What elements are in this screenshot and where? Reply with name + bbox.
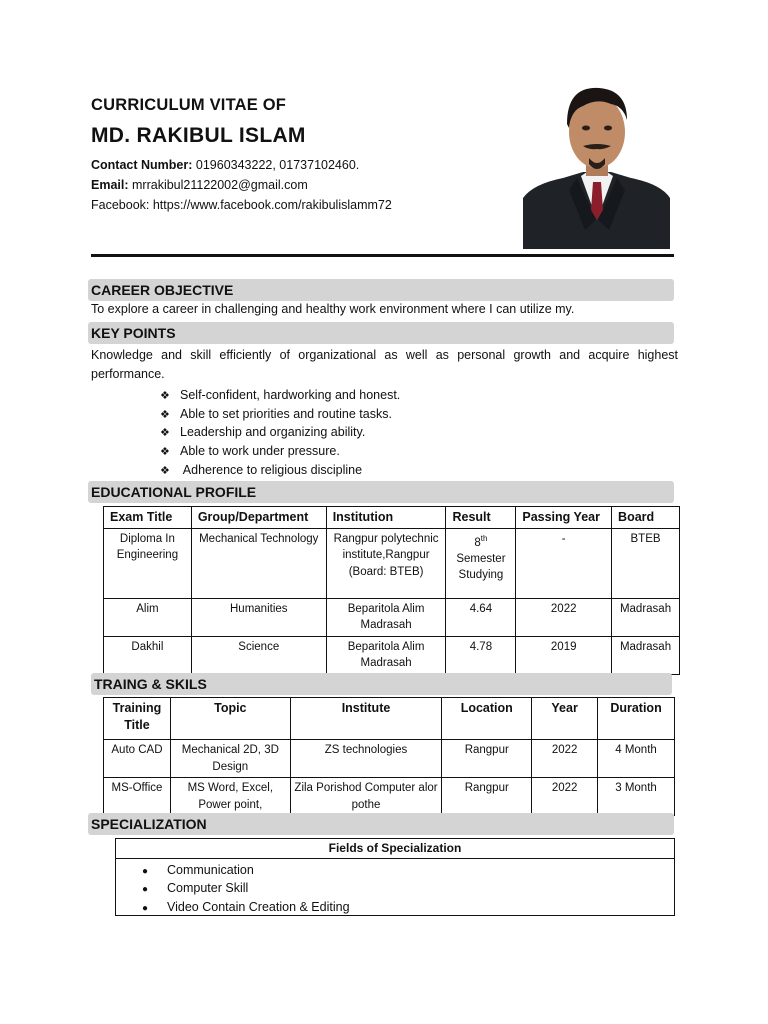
table-row bbox=[104, 528, 680, 598]
key-points-intro-line1: Knowledge and skill efficiently of organizational as well as personal growth and acquire highest bbox=[91, 348, 678, 362]
table-cell: - bbox=[516, 528, 612, 598]
cv-title: CURRICULUM VITAE OF bbox=[91, 96, 287, 114]
career-objective-heading: CAREER OBJECTIVE bbox=[91, 282, 234, 298]
education-bar bbox=[88, 481, 674, 503]
email-label: Email: bbox=[91, 178, 129, 192]
table-cell: MS-Office bbox=[104, 778, 171, 816]
table-cell: Mechanical Technology bbox=[191, 528, 326, 598]
column-header: Institution bbox=[326, 507, 446, 529]
list-item: ❖ Able to work under pressure. bbox=[160, 442, 400, 461]
diamond-bullet-icon: ❖ bbox=[160, 390, 170, 402]
email bbox=[91, 178, 308, 192]
bullet-dot-icon: ● bbox=[142, 902, 149, 914]
candidate-name: MD. RAKIBUL ISLAM bbox=[91, 124, 306, 147]
list-item: ● Communication bbox=[142, 861, 674, 879]
table-cell: 4.64 bbox=[446, 598, 516, 636]
table-cell: Dakhil bbox=[104, 636, 192, 674]
table-row bbox=[104, 636, 680, 674]
list-item: ● Video Contain Creation & Editing bbox=[142, 898, 674, 916]
table-header-row bbox=[104, 698, 675, 740]
table-cell: Beparitola Alim Madrasah bbox=[326, 636, 446, 674]
specialization-bar bbox=[88, 813, 674, 835]
table-cell: Rangpur bbox=[442, 778, 532, 816]
list-item: ● Computer Skill bbox=[142, 879, 674, 897]
column-header: Training Title bbox=[104, 698, 171, 740]
column-header: Board bbox=[612, 507, 680, 529]
table-cell: 4 Month bbox=[598, 740, 675, 778]
table-cell: Beparitola Alim Madrasah bbox=[326, 598, 446, 636]
bullet-dot-icon: ● bbox=[142, 884, 149, 896]
table-cell: Humanities bbox=[191, 598, 326, 636]
table-cell: Science bbox=[191, 636, 326, 674]
table-cell: 4.78 bbox=[446, 636, 516, 674]
table-cell: ZS technologies bbox=[290, 740, 442, 778]
diamond-bullet-icon: ❖ bbox=[160, 446, 170, 459]
training-heading: TRAING & SKILS bbox=[94, 676, 207, 692]
table-cell: Alim bbox=[104, 598, 192, 636]
list-item: ❖ Able to set priorities and routine tasks. bbox=[160, 405, 400, 424]
column-header: Exam Title bbox=[104, 507, 192, 529]
table-row bbox=[104, 598, 680, 636]
table-cell: Rangpur bbox=[442, 740, 532, 778]
column-header: Topic bbox=[170, 698, 290, 740]
column-header: Passing Year bbox=[516, 507, 612, 529]
specialization-table bbox=[115, 838, 675, 916]
specialization-list bbox=[116, 859, 674, 916]
contact-label: Contact Number: bbox=[91, 158, 193, 172]
diamond-bullet-icon: ❖ bbox=[160, 408, 170, 421]
table-cell: BTEB bbox=[612, 528, 680, 598]
table-cell: 2022 bbox=[532, 778, 598, 816]
table-cell: Madrasah bbox=[612, 598, 680, 636]
table-cell: Rangpur polytechnic institute,Rangpur (Board: BTEB) bbox=[326, 528, 446, 598]
table-row bbox=[104, 740, 675, 778]
column-header: Institute bbox=[290, 698, 442, 740]
column-header: Year bbox=[532, 698, 598, 740]
key-points-bar bbox=[88, 322, 674, 344]
facebook-link[interactable]: Facebook: https://www.facebook.com/rakibulislamm72 bbox=[91, 198, 392, 212]
column-header: Group/Department bbox=[191, 507, 326, 529]
table-row bbox=[104, 778, 675, 816]
key-points-list bbox=[160, 386, 400, 479]
table-cell: Diploma In Engineering bbox=[104, 528, 192, 598]
table-header-row bbox=[104, 507, 680, 529]
specialization-table-header: Fields of Specialization bbox=[116, 839, 674, 859]
education-heading: EDUCATIONAL PROFILE bbox=[91, 484, 257, 500]
education-table bbox=[103, 506, 680, 675]
column-header: Location bbox=[442, 698, 532, 740]
contact-number bbox=[91, 158, 359, 172]
profile-photo bbox=[523, 80, 670, 249]
column-header: Result bbox=[446, 507, 516, 529]
key-points-heading: KEY POINTS bbox=[91, 325, 176, 341]
table-cell: 2022 bbox=[516, 598, 612, 636]
training-bar bbox=[91, 673, 672, 695]
table-cell: Zila Porishod Computer alor pothe bbox=[290, 778, 442, 816]
list-item: ❖ Self-confident, hardworking and honest. bbox=[160, 386, 400, 405]
diamond-bullet-icon: ❖ bbox=[160, 427, 170, 440]
career-objective-bar bbox=[88, 279, 674, 301]
table-cell: 3 Month bbox=[598, 778, 675, 816]
bullet-dot-icon: ● bbox=[142, 866, 149, 877]
contact-value: 01960343222, 01737102460. bbox=[195, 158, 360, 172]
specialization-heading: SPECIALIZATION bbox=[91, 816, 207, 832]
training-table bbox=[103, 697, 675, 816]
diamond-bullet-icon: ❖ bbox=[160, 464, 170, 477]
list-item: ❖ Leadership and organizing ability. bbox=[160, 423, 400, 442]
table-cell: 2022 bbox=[532, 740, 598, 778]
table-cell-result: 8th Semester Studying bbox=[446, 528, 516, 598]
career-objective-text: To explore a career in challenging and healthy work environment where I can utilize my. bbox=[91, 302, 575, 316]
table-cell: Auto CAD bbox=[104, 740, 171, 778]
header-divider bbox=[91, 254, 674, 257]
table-cell: Mechanical 2D, 3D Design bbox=[170, 740, 290, 778]
column-header: Duration bbox=[598, 698, 675, 740]
table-cell: 2019 bbox=[516, 636, 612, 674]
key-points-intro-line2: performance. bbox=[91, 367, 165, 381]
email-value[interactable]: mrrakibul21122002@gmail.com bbox=[132, 178, 308, 192]
table-cell: Madrasah bbox=[612, 636, 680, 674]
table-cell: MS Word, Excel, Power point, bbox=[170, 778, 290, 816]
list-item: ❖ Adherence to religious discipline bbox=[160, 461, 400, 480]
